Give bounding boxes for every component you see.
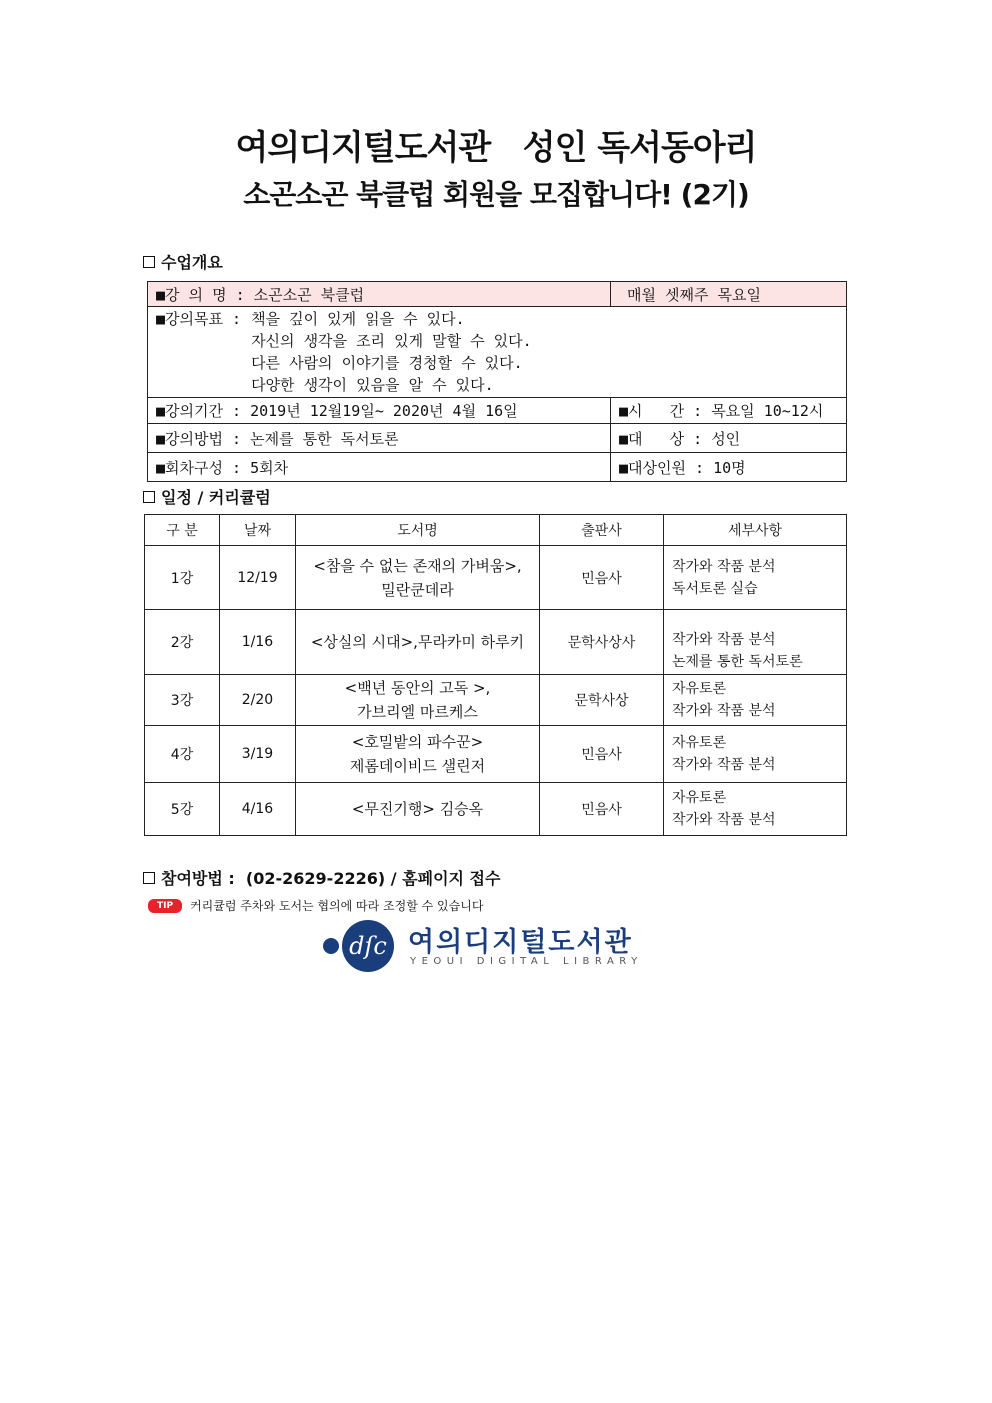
goals-list: [251, 308, 532, 396]
book-line: <참을 수 없는 존재의 가벼움>,: [313, 556, 522, 575]
capacity: ■대상인원 : 10명: [611, 453, 847, 482]
detail-line: 독서토론 실습: [672, 580, 758, 597]
session-date: 2/20: [220, 675, 296, 726]
goal-item: 다양한 생각이 있음을 알 수 있다.: [251, 376, 494, 394]
book-line: 밀란쿤데라: [381, 580, 454, 599]
session-number: 1강: [145, 546, 220, 610]
detail: [664, 726, 847, 783]
method: ■강의방법 : 논제를 통한 독서토론: [148, 424, 611, 453]
join-text: 참여방법 : (02-2629-2226) / 홈페이지 접수: [161, 869, 501, 888]
library-logo-icon: [322, 920, 402, 972]
publisher: 민음사: [540, 546, 664, 610]
session-date: 3/19: [220, 726, 296, 783]
publisher: 문학사상: [540, 675, 664, 726]
session-number: 2강: [145, 610, 220, 675]
schedule-note: 매월 셋째주 목요일: [611, 282, 847, 307]
detail-line: 자유토론: [672, 735, 727, 751]
sessions: ■회차구성 : 5회차: [148, 453, 611, 482]
table-row: [145, 675, 847, 726]
book-line: <상실의 시대>,무라카미 하루키: [310, 633, 525, 651]
column-header: 도서명: [296, 515, 540, 546]
session-number: 4강: [145, 726, 220, 783]
detail-line: 자유토론: [672, 681, 727, 697]
table-row: [145, 546, 847, 610]
tip-note: [148, 897, 483, 914]
svg-text:dſc: dſc: [349, 932, 387, 960]
detail-line: 자유토론: [672, 790, 727, 806]
publisher: 문학사상사: [540, 610, 664, 675]
course-name: ■강 의 명 : 소곤소곤 북클럽: [148, 282, 611, 307]
tip-badge: TIP: [148, 899, 182, 913]
join-method: [143, 866, 500, 889]
table-row: [145, 726, 847, 783]
detail: [664, 610, 847, 675]
goal-item: 자신의 생각을 조리 있게 말할 수 있다.: [251, 332, 532, 350]
checkbox-square-icon: [143, 256, 155, 268]
schedule-section-title: 일정 / 커리큘럼: [161, 488, 271, 507]
library-logo-name: 여의디지털도서관: [408, 927, 633, 958]
book-line: <무진기행> 김승옥: [351, 800, 484, 818]
tip-text: 커리큘럼 주차와 도서는 협의에 따라 조정할 수 있습니다: [190, 899, 484, 913]
goal-item: 다른 사람의 이야기를 경청할 수 있다.: [251, 354, 523, 372]
book-line: <호밀밭의 파수꾼>: [351, 733, 484, 751]
session-number: 3강: [145, 675, 220, 726]
detail-line: 작가와 작품 분석: [672, 812, 776, 828]
library-logo-subtitle: YEOUI DIGITAL LIBRARY: [410, 956, 643, 967]
period: ■강의기간 : 2019년 12월19일~ 2020년 4월 16일: [148, 398, 611, 424]
column-header: 세부사항: [664, 515, 847, 546]
detail-line: 작가와 작품 분석: [672, 757, 776, 773]
overview-section-title: 수업개요: [161, 253, 223, 272]
book-title: [296, 726, 540, 783]
session-date: 1/16: [220, 610, 296, 675]
detail: [664, 675, 847, 726]
column-header: 출판사: [540, 515, 664, 546]
checkbox-square-icon: [143, 872, 155, 884]
detail-line: 작가와 작품 분석: [672, 558, 776, 575]
publisher: 민음사: [540, 783, 664, 836]
goal-item: 책을 깊이 있게 읽을 수 있다.: [251, 310, 465, 328]
column-header: 구 분: [145, 515, 220, 546]
table-row: [145, 610, 847, 675]
book-title: [296, 546, 540, 610]
goals-label: ■강의목표 :: [156, 310, 242, 328]
book-title: [296, 675, 540, 726]
book-line: 가브리엘 마르케스: [357, 703, 478, 721]
overview-section-heading: [143, 250, 223, 273]
table-header-row: [145, 515, 847, 546]
book-line: 제롬데이비드 샐린저: [349, 757, 486, 775]
column-header: 날짜: [220, 515, 296, 546]
page-subtitle: 소곤소곤 북클럽 회원을 모집합니다! (2기): [243, 178, 749, 211]
table-row: [145, 783, 847, 836]
detail-line: 작가와 작품 분석: [672, 632, 776, 648]
session-date: 4/16: [220, 783, 296, 836]
page-title: 여의디지털도서관 성인 독서동아리: [235, 128, 757, 168]
target: ■대 상 : 성인: [611, 424, 847, 453]
book-title: [296, 610, 540, 675]
session-number: 5강: [145, 783, 220, 836]
detail-line: 논제를 통한 독서토론: [672, 654, 803, 670]
schedule-table: [144, 514, 847, 836]
detail: [664, 546, 847, 610]
detail-line: 작가와 작품 분석: [672, 703, 776, 719]
publisher: 민음사: [540, 726, 664, 783]
checkbox-square-icon: [143, 491, 155, 503]
overview-table: [147, 281, 847, 482]
library-logo: [322, 918, 667, 976]
detail: [664, 783, 847, 836]
book-title: [296, 783, 540, 836]
session-date: 12/19: [220, 546, 296, 610]
schedule-section-heading: [143, 485, 271, 508]
goals-cell: [148, 307, 847, 398]
time: ■시 간 : 목요일 10~12시: [611, 398, 847, 424]
book-line: <백년 동안의 고독 >,: [344, 679, 491, 697]
